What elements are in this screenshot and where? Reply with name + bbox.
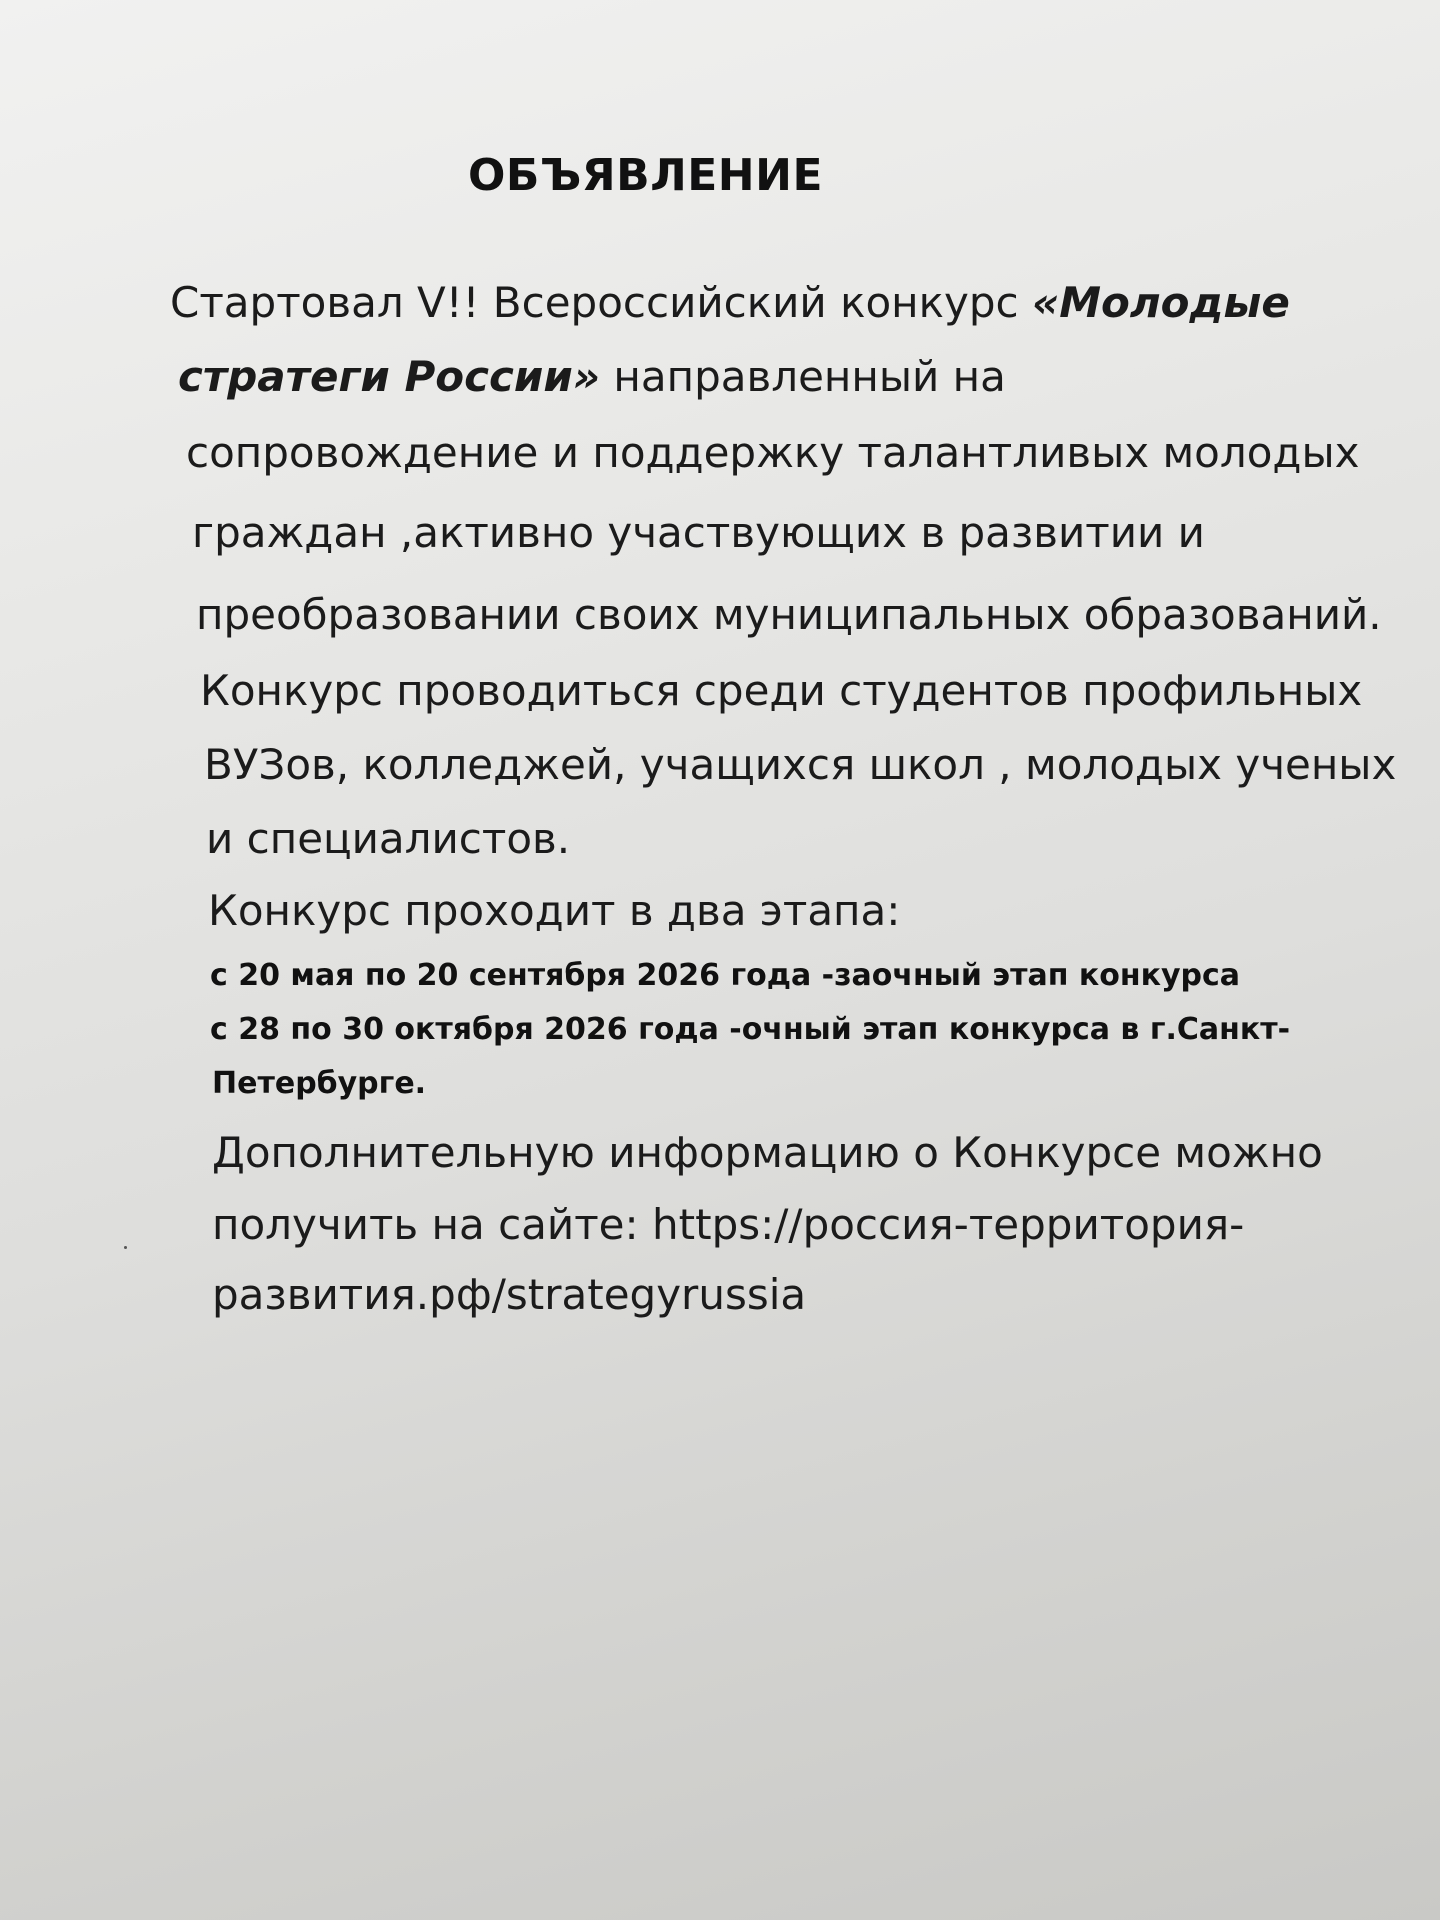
contest-name-part2: стратеги России» bbox=[178, 352, 601, 401]
text-line: сопровождение и поддержку талантливых молодых bbox=[186, 428, 1360, 477]
stage-2: с 28 по 30 октября 2026 года -очный этап конкурса в г.Санкт- bbox=[210, 1012, 1291, 1047]
stage-2-continued: Петербурге. bbox=[212, 1066, 427, 1101]
text-line: граждан ,активно участвующих в развитии и bbox=[192, 508, 1205, 557]
text-line bbox=[178, 352, 1006, 401]
text-span: направленный на bbox=[600, 352, 1006, 401]
stages-intro: Конкурс проходит в два этапа: bbox=[208, 886, 901, 935]
stage-1: с 20 мая по 20 сентября 2026 года -заочный этап конкурса bbox=[210, 958, 1241, 993]
contest-name-part1: «Молодые bbox=[1031, 278, 1290, 327]
text-line: Конкурс проводиться среди студентов профильных bbox=[200, 666, 1363, 715]
paper-speck bbox=[124, 1246, 127, 1249]
info-line: получить на сайте: https://россия-территория- bbox=[212, 1200, 1245, 1249]
page-title: ОБЪЯВЛЕНИЕ bbox=[468, 150, 824, 201]
info-line: Дополнительную информацию о Конкурсе можно bbox=[212, 1128, 1323, 1177]
text-span: Стартовал V!! Всероссийский конкурс bbox=[170, 278, 1032, 327]
text-line: ВУЗов, колледжей, учащихся школ , молодых ученых bbox=[204, 740, 1397, 789]
text-line: и специалистов. bbox=[206, 814, 571, 863]
text-line bbox=[170, 278, 1290, 327]
text-line: преобразовании своих муниципальных образований. bbox=[196, 590, 1382, 639]
website-url: развития.рф/strategyrussia bbox=[212, 1270, 807, 1319]
